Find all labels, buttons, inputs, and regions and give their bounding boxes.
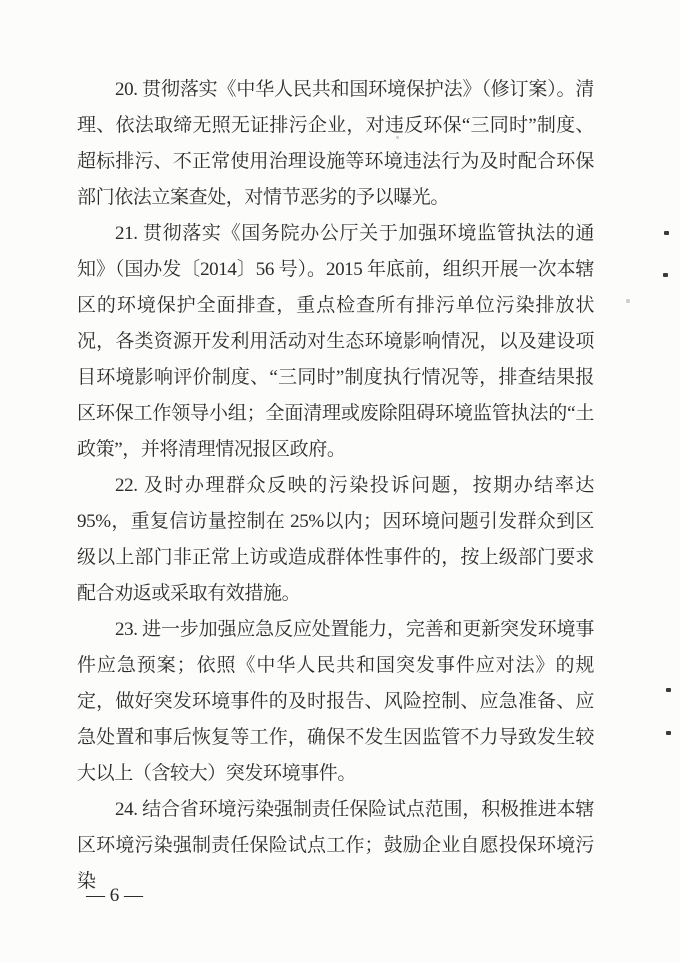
paragraph-item-23: 23. 进一步加强应急反应处置能力，完善和更新突发环境事件应急预案；依照《中华人民共和国突发事件应对法》的规定，做好突发环境事件的及时报告、风险控制、应急准备、应急处置和事后恢复等工作，确保不发生因监管不力导致发生较大以上（含较大）突发环境事件。 [77,619,594,784]
scan-speck [663,273,668,277]
paragraph-item-22: 22. 及时办理群众反映的污染投诉问题，按期办结率达 95%，重复信访量控制在 25%以内；因环境问题引发群众到区级以上部门非正常上访或造成群体性事件的，按上级部门要求配合劝返或采取有效措施。 [77,475,594,604]
page-number: — 6 — [86,885,143,906]
paragraph-item-24: 24. 结合省环境污染强制责任保险试点范围，积极推进本辖区环境污染强制责任保险试点工作；鼓励企业自愿投保环境污染 [77,799,594,892]
scan-speck [664,231,669,235]
scan-speck [666,731,671,735]
scan-speck [396,136,399,139]
scan-speck [666,688,671,692]
scan-speck [626,299,630,303]
paragraph-item-21: 21. 贯彻落实《国务院办公厅关于加强环境监管执法的通知》（国办发〔2014〕56 号）。2015 年底前，组织开展一次本辖区的环境保护全面排查，重点检查所有排污单位污染排放状况，各类资源开发利用活动对生态环境影响情况，以及建设项目环境影响评价制度、“三同时”制度执行情况等，排查结果报区环保工作领导小组；全面清理或废除阻碍环境监管执法的“土政策”，并将清理情况报区政府。 [77,223,594,460]
document-body [77,72,594,900]
paragraph-item-20: 20. 贯彻落实《中华人民共和国环境保护法》（修订案）。清理、依法取缔无照无证排污企业，对违反环保“三同时”制度、超标排污、不正常使用治理设施等环境违法行为及时配合环保部门依法立案查处，对情节恶劣的予以曝光。 [77,79,594,208]
